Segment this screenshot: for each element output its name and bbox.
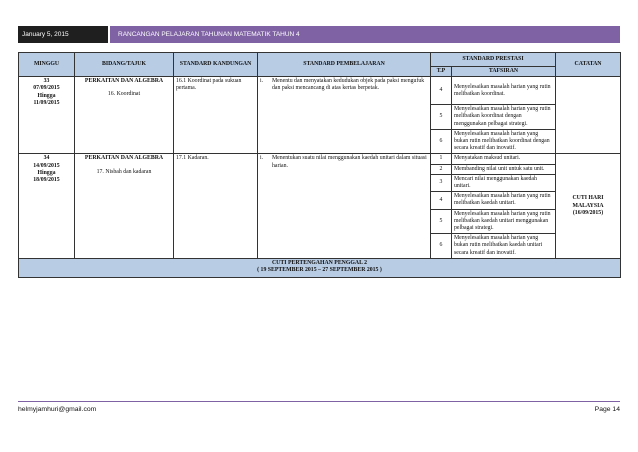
- footer-email: helmyjamhuri@gmail.com: [18, 406, 97, 413]
- tafsiran-text: Menyatakan maksud unitari.: [452, 154, 556, 164]
- week-number: 33: [43, 78, 50, 85]
- header-catatan: CATATAN: [556, 53, 621, 77]
- catatan-cell: [556, 154, 621, 258]
- tp-value: 5: [431, 209, 452, 234]
- header-standard-prestasi: STANDARD PRESTASI: [431, 53, 556, 67]
- sp-text: Menentu dan menyatakan kedudukan objek pada paksi mengufuk dan paksi mencancang di atas kertas berpetak.: [272, 78, 425, 92]
- bidang-cell: [75, 154, 174, 258]
- tafsiran-text: Menyelesaikan masalah harian yang rutin melibatkan koordinat.: [452, 77, 556, 105]
- catatan-cell: [556, 77, 621, 154]
- tp-value: 3: [431, 174, 452, 191]
- header-minggu: MINGGU: [19, 53, 75, 77]
- tp-value: 6: [431, 234, 452, 259]
- holiday-break-cell: [19, 258, 621, 277]
- standard-pembelajaran-cell: [258, 154, 431, 258]
- tafsiran-text: Menyelesaikan masalah harian yang rutin melibatkan kaedah unitari menggunakan pelbagai strategi.: [452, 209, 556, 234]
- page-footer: [18, 401, 620, 413]
- topic-title: 17. Nisbah dan kadaran: [96, 168, 152, 175]
- break-dates: ( 19 SEPTEMBER 2015 – 27 SEPTEMBER 2015 ): [257, 267, 382, 274]
- bidang-title: PERKAITAN DAN ALGEBRA: [84, 155, 164, 162]
- bidang-title: PERKAITAN DAN ALGEBRA: [84, 78, 164, 85]
- tafsiran-text: Menyelesaikan masalah harian yang rutin melibatkan koordinat dengan menggunakan pelbagai strategi.: [452, 105, 556, 130]
- page-header: [18, 26, 620, 43]
- standard-pembelajaran-cell: [258, 77, 431, 154]
- week-cell: [19, 77, 75, 154]
- sp-text: Menentukan suatu nilai menggunakan kaedah unitari dalam situasi harian.: [272, 155, 427, 169]
- tafsiran-text: Menyelesaikan masalah harian yang bukan rutin melibatkan koordinat dengan secara kreatif dan inovatif.: [452, 129, 556, 154]
- week-cell: [19, 154, 75, 258]
- tafsiran-text: Mencari nilai menggunakan kaedah unitari.: [452, 174, 556, 191]
- week-hingga: Hingga: [37, 92, 56, 99]
- week-end-date: 18/09/2015: [33, 177, 60, 184]
- header-tp: T.P: [431, 67, 452, 77]
- break-title: CUTI PERTENGAHAN PENGGAL 2: [272, 259, 367, 266]
- header-date: January 5, 2015: [18, 26, 108, 43]
- catatan-line: (16/09/2015): [572, 209, 604, 216]
- catatan-line: MALAYSIA: [572, 202, 604, 209]
- tp-value: 5: [431, 105, 452, 130]
- header-standard-pembelajaran: STANDARD PEMBELAJARAN: [258, 53, 431, 77]
- tp-value: 2: [431, 164, 452, 174]
- header-standard-kandungan: STANDARD KANDUNGAN: [174, 53, 258, 77]
- sp-number: i.: [260, 78, 264, 85]
- tafsiran-text: Membanding nilai unit untuk satu unit.: [452, 164, 556, 174]
- table-row: [19, 154, 621, 164]
- week-end-date: 11/09/2015: [33, 99, 60, 106]
- tp-value: 6: [431, 129, 452, 154]
- week-hingga: Hingga: [37, 169, 56, 176]
- week-start-date: 07/09/2015: [33, 85, 60, 92]
- tafsiran-text: Menyelesaikan masalah harian yang bukan rutin melibatkan kaedah unitari secara kreatif dan inovatif.: [452, 234, 556, 259]
- bidang-cell: [75, 77, 174, 154]
- tafsiran-text: Menyelesaikan masalah harian yang rutin melibatkan kaedah unitari.: [452, 192, 556, 209]
- header-tafsiran: TAFSIRAN: [452, 67, 556, 77]
- header-title: RANCANGAN PELAJARAN TAHUNAN MATEMATIK TAHUN 4: [108, 26, 620, 43]
- topic-title: 16. Koordinat: [107, 91, 141, 98]
- catatan-line: CUTI HARI: [572, 195, 604, 202]
- tp-value: 1: [431, 154, 452, 164]
- sp-number: i.: [260, 155, 264, 162]
- week-start-date: 14/09/2015: [33, 162, 60, 169]
- standard-kandungan-cell: 17.1 Kadaran.: [174, 154, 258, 258]
- tp-value: 4: [431, 192, 452, 209]
- holiday-break-row: [19, 258, 621, 277]
- footer-page-number: Page 14: [594, 406, 620, 413]
- week-number: 34: [43, 155, 50, 162]
- lesson-plan-table: [18, 52, 621, 278]
- table-row: [19, 77, 621, 105]
- standard-kandungan-cell: 16.1 Koordinat pada sukuan pertama.: [174, 77, 258, 154]
- header-bidang: BIDANG/TAJUK: [75, 53, 174, 77]
- tp-value: 4: [431, 77, 452, 105]
